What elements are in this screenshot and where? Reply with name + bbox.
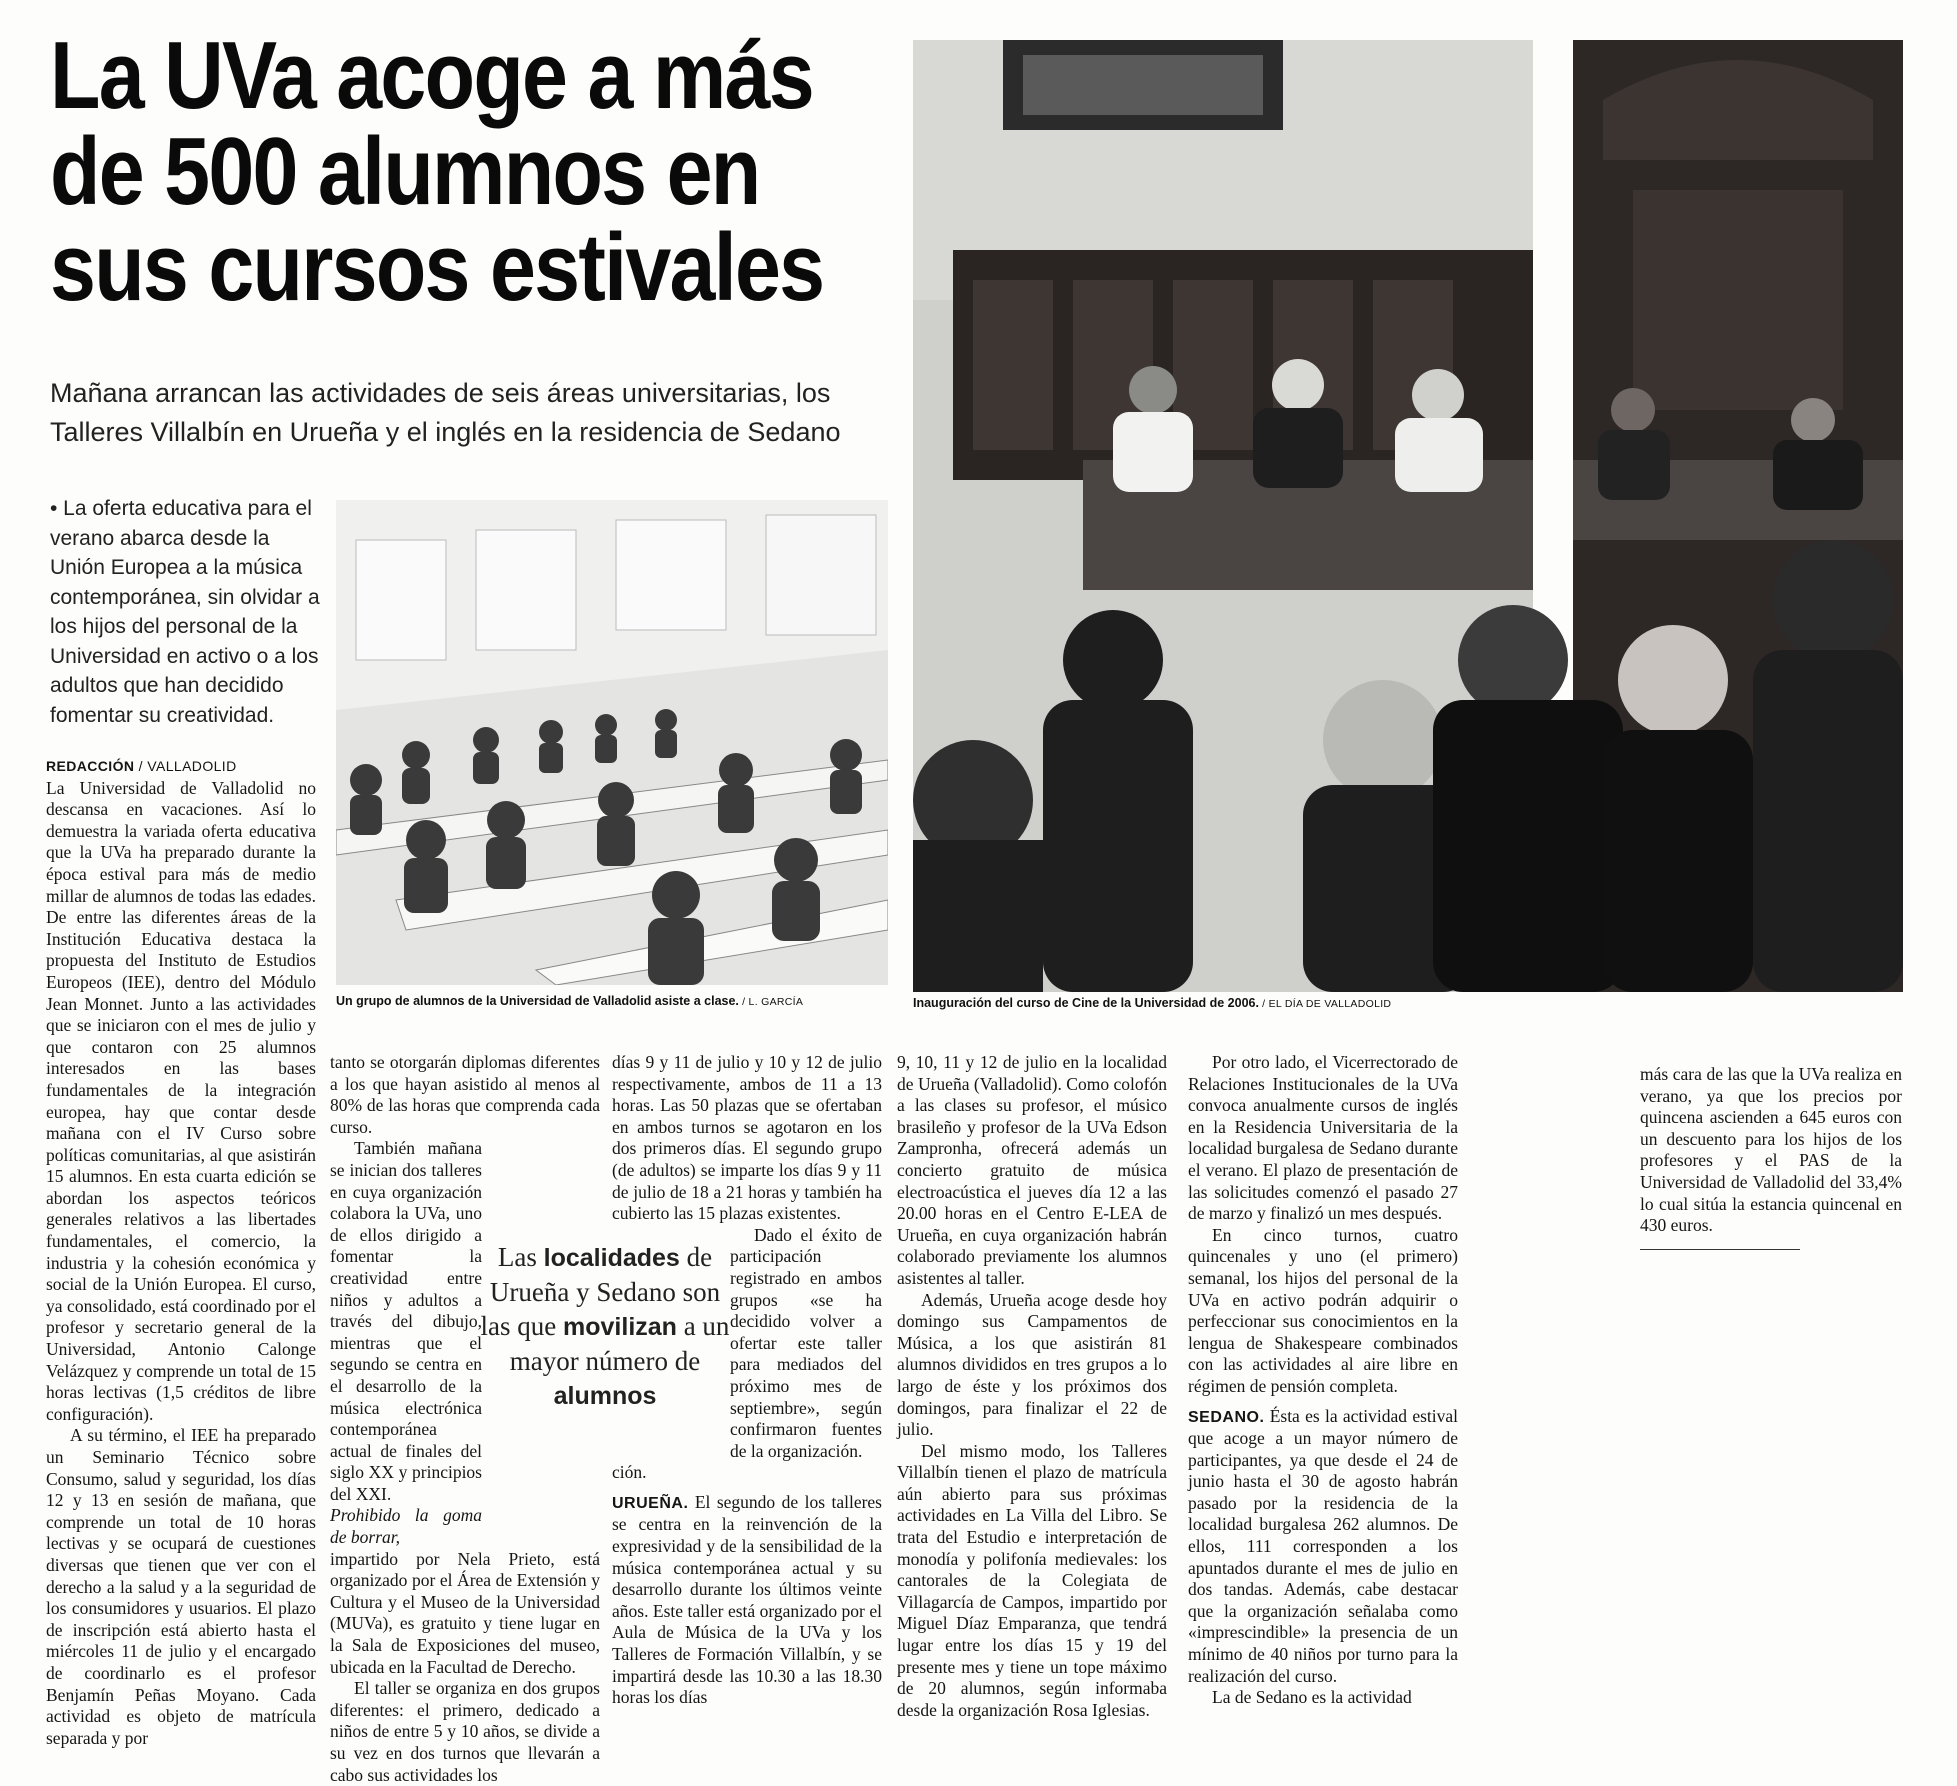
pull-quote-text-2: de Urueña y Sedano son las que bbox=[480, 1242, 721, 1341]
column-3-paragraph-1: días 9 y 11 de julio y 10 y 12 de julio respectivamente, ambos de 11 a 13 horas. Las 50 plazas que se ofertaban en ambos turnos se agotaron en los dos primeros días. El segundo grupo (de adultos) se imparte los días 9 y 11 de julio de 18 a 21 horas y también ha cubierto las 15 plazas existentes. bbox=[612, 1052, 882, 1224]
article-column-2 bbox=[330, 1052, 600, 1786]
column-1-paragraph-1: La Universidad de Valladolid no descansa en vacaciones. Así lo demuestra la variada oferta educativa que la UVa ha preparado durante la época estival para más de medio millar de alumnos de todas las edades. De entre las diferentes áreas de la Institución Educativa destaca la propuesta del Instituto de Estudios Europeos (IEE), dentro del Módulo Jean Monnet. Junto a las actividades que se iniciaron con el mes de julio y que contaron con 25 alumnos interesados en las bases fundamentales de la integración europea, hay que contar desde mañana con el IV Curso sobre políticas comunitarias, al que asistirán 15 alumnos. En esta cuarta edición se abordan los aspectos teóricos generales relativos a las libertades fundamentales, el comercio, la industria y la cohesión económica y social de la Unión Europea. El curso, ya consolidado, está coordinado por el profesor y secretario general de la Universidad, Antonio Calonge Velázquez y comprende un total de 15 horas lectivas (1,5 créditos de libre configuración). bbox=[46, 777, 316, 1424]
column-4-paragraph-2: Además, Urueña acoge desde hoy domingo sus Campamentos de Música, a los que asistirán 81 alumnos divididos en tres grupos a lo largo de éste y los próximos dos domingos, para finalizar el 22 de julio. bbox=[897, 1289, 1167, 1440]
section-lead-uruena: URUEÑA. bbox=[612, 1494, 689, 1512]
article-column-1 bbox=[46, 756, 316, 1749]
subheadline-line-2: Talleres Villalbín en Urueña y el inglés en la residencia de Sedano bbox=[50, 417, 841, 447]
column-5-paragraph-3 bbox=[1188, 1406, 1458, 1688]
subheadline-line-1: Mañana arrancan las actividades de seis áreas universitarias, los bbox=[50, 378, 831, 408]
column-4-paragraph-3: Del mismo modo, los Talleres Villalbín tienen el plazo de matrícula aún abierto para sus próximas actividades en La Villa del Libro. Se trata del Estudio e interpretación de monodía y polifonía medievales: los cantorales de la Colegiata de Villagarcía de Campos, impartido por Miguel Díaz Emparanza, que tendrá lugar entre los días 15 y 19 del presente mes y tiene un tope máximo de 20 alumnos, según informaba desde la organización Rosa Iglesias. bbox=[897, 1440, 1167, 1720]
section-lead-sedano: SEDANO. bbox=[1188, 1408, 1265, 1426]
column-2-paragraph-4: El taller se organiza en dos grupos diferentes: el primero, dedicado a niños de entre 5 y 10 años, se divide a su vez en dos turnos que llevarán a cabo sus actividades los bbox=[330, 1678, 600, 1785]
subheadline bbox=[50, 374, 880, 452]
byline bbox=[46, 756, 316, 778]
column-2-italic-title bbox=[330, 1505, 482, 1548]
column-6-paragraph-1: más cara de las que la UVa realiza en verano, ya que los precios por quincena ascienden a 645 euros con un descuento para los hijos de los profesores y el PAS de la Universidad de Valladolid del 33,4% lo cual sitúa la estancia quincenal en 430 euros. bbox=[1640, 1064, 1902, 1236]
intro-summary: • La oferta educativa para el verano abarca desde la Unión Europea a la música contemporánea, sin olvidar a los hijos del personal de la Universidad en activo o a los adultos que han decidido fomentar su creatividad. bbox=[50, 497, 320, 727]
pull-quote-text-3: a un mayor número de bbox=[509, 1311, 730, 1376]
pull-quote-bold-3: alumnos bbox=[553, 1382, 657, 1410]
classroom-photo-caption bbox=[336, 994, 803, 1008]
headline-line-1: La UVa acoge a más bbox=[50, 22, 813, 129]
article-column-6 bbox=[1640, 1064, 1902, 1250]
column-2-paragraph-3: impartido por Nela Prieto, está organizado por el Área de Extensión y Cultura y el Museo de la Universidad (MUVa), es gratuito y tiene lugar en la Sala de Exposiciones del museo, ubicada en la Facultad de Derecho. bbox=[330, 1548, 600, 1677]
column-5-paragraph-3-text: Ésta es la actividad estival que acoge a un mayor número de participantes, ya que desde el 24 de junio hasta el 30 de agosto habrán pasado por la residencia de la localidad burgalesa 262 alumnos. De ellos, 111 corresponden a los apuntados durante el mes de julio en dos tandas. Además, cabe destacar que la organización señalaba como «imprescindible» la presencia de un mínimo de 40 niños por turno para la realización del curso. bbox=[1188, 1405, 1458, 1686]
pull-quote-bold-2: movilizan bbox=[563, 1313, 677, 1341]
column-3-paragraph-3-text: El segundo de los talleres se centra en la reinvención de la expresividad y de la sensibilidad de la música contemporánea actual y su desarrollo durante los últimos veinte años. Este taller está organizado por el Aula de Música de la UVa y los Talleres de Formación Villalbín, y se impartirá desde las 10.30 a las 18.30 horas los días bbox=[612, 1491, 882, 1708]
column-5-paragraph-1: Por otro lado, el Vicerrectorado de Relaciones Institucionales de la UVa convoca anualmente cursos de inglés en la Residencia Universitaria de la localidad burgalesa de Sedano durante el verano. El plazo de presentación de las solicitudes comenzó el pasado 27 de marzo y finalizó un mes después. bbox=[1188, 1052, 1458, 1224]
pull-quote-text-1: Las bbox=[497, 1242, 544, 1272]
article-column-4 bbox=[897, 1052, 1167, 1721]
classroom-caption-text: Un grupo de alumnos de la Universidad de Valladolid asiste a clase. bbox=[336, 994, 739, 1008]
column-5-paragraph-4: La de Sedano es la actividad bbox=[1212, 1687, 1412, 1708]
classroom-photo bbox=[336, 500, 888, 985]
column-4-paragraph-1: 9, 10, 11 y 12 de julio en la localidad de Urueña (Valladolid). Como colofón a las clases su profesor, el músico brasileño y profesor de la UVa Edson Zampronha, ofrecerá además un concierto gratuito de música electroacústica el jueves día 12 a las 20.00 horas en el Centro E-LEA de Urueña, en cuya organización habrán colaborado previamente los alumnos asistentes al taller. bbox=[897, 1052, 1167, 1288]
classroom-caption-credit: / L. GARCÍA bbox=[738, 996, 804, 1008]
inauguration-caption-text: Inauguración del curso de Cine de la Universidad de 2006. bbox=[913, 996, 1259, 1010]
headline-line-3: sus cursos estivales bbox=[50, 214, 824, 321]
workshop-title: Prohibido la goma de borrar, bbox=[330, 1505, 482, 1548]
pull-quote-bold-1: localidades bbox=[543, 1244, 680, 1272]
headline bbox=[50, 22, 824, 321]
byline-city: / VALLADOLID bbox=[134, 758, 237, 774]
article-column-5 bbox=[1188, 1052, 1458, 1709]
byline-agency: REDACCIÓN bbox=[46, 758, 135, 774]
article-column-3 bbox=[612, 1052, 882, 1709]
end-rule bbox=[1640, 1249, 1800, 1250]
column-3-paragraph-3 bbox=[612, 1492, 882, 1709]
inauguration-photo-caption bbox=[913, 996, 1391, 1010]
column-3-tail: ción. bbox=[612, 1462, 647, 1483]
column-2-paragraph-1: tanto se otorgarán diplomas diferentes a los que hayan asistido al menos al 80% de las horas que comprenda cada curso. bbox=[330, 1052, 600, 1137]
inauguration-photo bbox=[913, 40, 1903, 992]
column-3-paragraph-2: Dado el éxito de participación registrado en ambos grupos «se ha decidido volver a ofertar este taller para mediados del próximo mes de septiembre», según confirmaron fuentes de la organización. bbox=[730, 1224, 882, 1461]
inauguration-photo-image bbox=[913, 40, 1903, 992]
column-5-paragraph-2: En cinco turnos, cuatro quincenales y uno (el primero) semanal, los hijos del personal de la UVa en activo podrán adquirir o perfeccionar sus conocimientos en la lengua de Shakespeare combinados con las actividades al aire libre en régimen de pensión completa. bbox=[1188, 1224, 1458, 1396]
column-1-paragraph-2: A su término, el IEE ha preparado un Seminario Técnico sobre Consumo, salud y seguridad, los días 12 y 13 en sesión de mañana, que comprende un total de 10 horas lectivas y se ocupará de cuestiones diversas que tienen que ver con el derecho a la salud y a la seguridad de los consumidores y usuarios. El plazo de inscripción está abierto hasta el miércoles 11 de julio y el encargado de coordinarlo es el profesor Benjamín Peñas Moyano. Cada actividad es objeto de matrícula separada y por bbox=[46, 1425, 316, 1748]
column-2-paragraph-2: También mañana se inician dos talleres en cuya organización colabora la UVa, uno de ellos dirigido a fomentar la creatividad entre niños y adultos a través del dibujo, mientras que el segundo se centra en el desarrollo de la música electrónica contemporánea actual de finales del siglo XX y principios del XXI. bbox=[330, 1138, 482, 1504]
headline-line-2: de 500 alumnos en bbox=[50, 118, 760, 225]
classroom-photo-image bbox=[336, 500, 888, 985]
inauguration-caption-credit: / EL DÍA DE VALLADOLID bbox=[1258, 998, 1392, 1010]
